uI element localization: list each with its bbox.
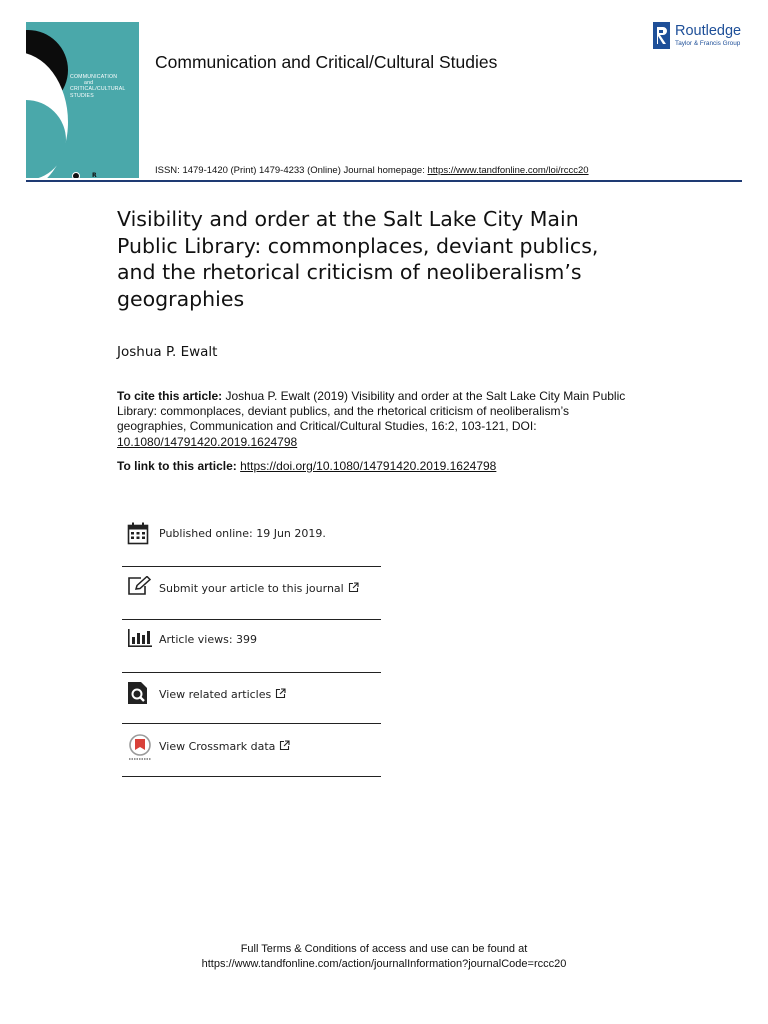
- article-views-label: Article views: 399: [159, 633, 258, 646]
- edit-icon: [127, 576, 151, 596]
- journal-homepage-link[interactable]: https://www.tandfonline.com/loi/rccc20: [427, 165, 589, 176]
- info-divider: [122, 672, 381, 673]
- external-link-icon: [275, 688, 286, 699]
- article-link-line: [117, 459, 496, 473]
- citation-label: To cite this article:: [117, 389, 223, 403]
- related-articles-link[interactable]: View related articles: [159, 688, 286, 701]
- journal-name[interactable]: Communication and Critical/Cultural Studies: [155, 52, 498, 72]
- info-divider: [122, 723, 381, 724]
- info-divider: [122, 566, 381, 567]
- terms-footer: [0, 942, 768, 972]
- cover-logo-dot: [72, 172, 80, 178]
- routledge-logo[interactable]: [653, 22, 753, 50]
- terms-text: Full Terms & Conditions of access and use can be found at: [240, 943, 528, 955]
- header-divider: [26, 180, 742, 182]
- submit-article-link[interactable]: Submit your article to this journal: [159, 582, 359, 595]
- calendar-icon: [127, 522, 149, 545]
- info-divider: [122, 776, 381, 777]
- article-link-label: To link to this article:: [117, 459, 241, 473]
- bar-chart-icon: [127, 628, 153, 648]
- publisher-group: Taylor & Francis Group: [675, 40, 741, 47]
- journal-cover-thumbnail[interactable]: [26, 22, 139, 178]
- crossmark-link[interactable]: View Crossmark data: [159, 740, 290, 753]
- citation-block: [117, 389, 637, 450]
- cover-title: COMMUNICATION and CRITICAL/CULTURAL STUDIES: [70, 74, 126, 99]
- routledge-r-icon: [653, 22, 670, 49]
- external-link-icon: [348, 582, 359, 593]
- cover-publisher-mark: R: [92, 172, 97, 178]
- crossmark-icon: [127, 734, 153, 762]
- issn-text: ISSN: 1479-1420 (Print) 1479-4233 (Online) Journal homepage:: [155, 165, 428, 176]
- search-document-icon: [127, 681, 149, 705]
- citation-text: Joshua P. Ewalt (2019) Visibility and order at the Salt Lake City Main Public Library: commonplaces, deviant publics, and the rhetorical criticism of neoliberalism’s geographies, Communication and Critical/Cultural Studies, 16:2, 103-121, DOI:: [117, 389, 626, 434]
- terms-url[interactable]: https://www.tandfonline.com/action/journalInformation?journalCode=rccc20: [201, 958, 567, 970]
- article-doi-url[interactable]: https://doi.org/10.1080/14791420.2019.1624798: [240, 459, 497, 473]
- published-date-label: Published online: 19 Jun 2019.: [159, 527, 326, 540]
- citation-doi-link[interactable]: 10.1080/14791420.2019.1624798: [117, 434, 298, 449]
- article-author[interactable]: Joshua P. Ewalt: [117, 344, 218, 360]
- publisher-name: Routledge: [675, 23, 742, 39]
- info-divider: [122, 619, 381, 620]
- external-link-icon: [279, 740, 290, 751]
- article-title: Visibility and order at the Salt Lake City Main Public Library: commonplaces, deviant publics, and the rhetorical criticism of neoliberalism’s geographies: [117, 207, 599, 311]
- issn-line: [155, 165, 589, 176]
